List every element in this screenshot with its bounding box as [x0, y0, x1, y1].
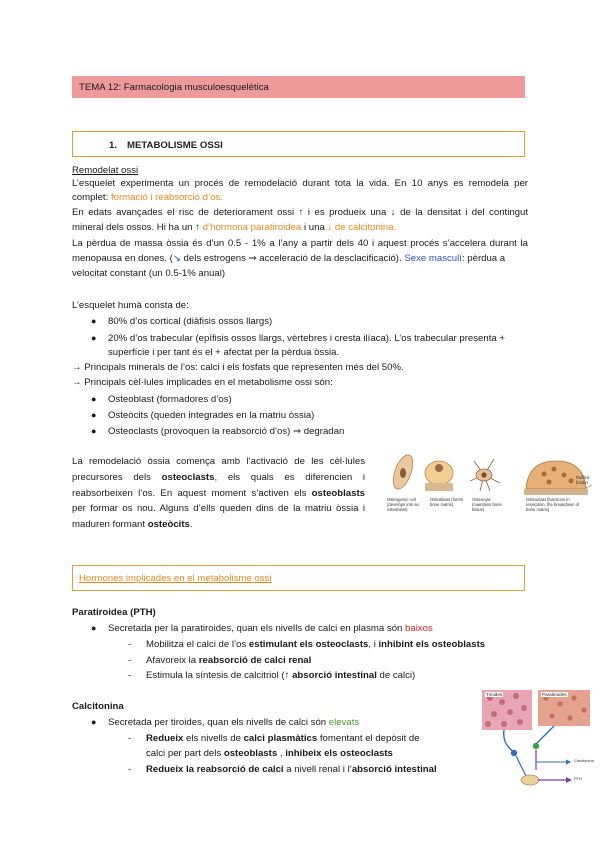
section-heading-box	[72, 131, 525, 157]
list-item: Afavoreix la reabsorció de calci renal	[146, 655, 312, 666]
bullet-icon: ●	[91, 394, 97, 404]
list-item: calci per part dels osteoblasts , inhibeix els osteoclasts	[146, 748, 393, 759]
dash-icon: -	[128, 764, 132, 775]
highlight-text: formació i reabsorció d’os.	[110, 192, 223, 203]
paragraph-line: → Principals cèl·lules implicades en el metabolisme ossi són:	[72, 377, 333, 388]
figure-label: PTH	[574, 776, 582, 781]
list-item: Mobilitza el calci de l’os estimulant els osteoclasts, i inhibint els osteoblasts	[146, 639, 486, 650]
topic-title: TEMA 12: Farmacologia musculoesquelètica	[79, 82, 269, 93]
thyroid-hormone-figure	[474, 684, 596, 798]
bullet-icon: ●	[91, 426, 97, 436]
figure-label: Ruffled border	[576, 475, 590, 485]
paragraph-line: reabsorbeixen l’os. En aquest moment s’activen els osteoblasts	[72, 488, 365, 499]
highlight-text: ↓ de calcitonina.	[327, 222, 397, 233]
figure-label: Calcitonina	[574, 758, 594, 763]
list-item: Redueix la reabsorció de calci a nivell renal i l’absorció intestinal	[146, 764, 437, 775]
list-item: Secretada per la paratiroides, quan els nivells de calci en plasma són baixos	[108, 623, 433, 634]
section-title: METABOLISME OSSI	[127, 140, 223, 151]
paragraph-line: maduren formant osteòcits.	[72, 519, 193, 530]
bullet-icon: ●	[91, 717, 97, 727]
section-number: 1.	[109, 140, 118, 151]
figure-label: Osteogenic cell (develops into an osteoblast)	[387, 497, 419, 512]
hormones-heading-box	[72, 565, 525, 591]
highlight-text: d’hormona paratiroidea	[202, 222, 302, 233]
bone-cells-illustration	[386, 447, 598, 533]
paragraph-line: La pèrdua de massa òssia és d’un 0.5 - 1% a l’any a partir dels 40 i aquest procés s’accelera durant la	[72, 238, 528, 249]
highlight-text: Sexe masculí	[404, 253, 462, 264]
paragraph-line: velocitat constant (un 0.5-1% anual)	[72, 268, 226, 279]
dash-icon: -	[128, 670, 132, 681]
list-item: Osteoblast (formadores d’os)	[108, 394, 232, 405]
highlight-text: baixos	[405, 623, 433, 634]
paragraph-line: precursores dels osteoclasts, els quals es diferencien i	[72, 472, 365, 483]
dash-icon: -	[128, 655, 132, 666]
list-item: Secretada per tiroides, quan els nivells de calci són elevats	[108, 717, 360, 728]
figure-label: Osteocyte (maintains bone tissue)	[472, 497, 502, 512]
bullet-icon: ●	[91, 623, 97, 633]
paragraph-line: per formar os nou. Alguns d’ells queden dins de la matriu òssia i	[72, 503, 365, 514]
bone-cells-figure	[386, 447, 598, 533]
list-item: Osteoclasts (provoquen la reabsorció d’os) ⇒ degradan	[108, 426, 345, 437]
dash-icon: -	[128, 639, 132, 650]
topic-title-bar	[72, 76, 525, 98]
paragraph-line: En edats avançades el risc de deteriorament ossi ↑ i es produeix una ↓ de la densitat i del contingut	[72, 207, 528, 218]
paragraph-line: → Principals minerals de l’os: calci i els fosfats que representen més del 50%.	[72, 362, 404, 373]
paragraph-line: La remodelació òssia comença amb l’activació de les cèl·lules	[72, 456, 365, 467]
paragraph-line: complet: formació i reabsorció d’os.	[72, 192, 223, 203]
paragraph-line: menopausa en dones. (↘ dels estrogens ⇒ acceleració de la desclacificació). Sexe masculí: pèrdua a	[72, 253, 506, 264]
calcitonina-title: Calcitonina	[72, 701, 124, 712]
paragraph-line: mineral dels ossos. Hi ha un ↑ d’hormona paratiroidea i una ↓ de calcitonina.	[72, 222, 397, 233]
subheading-remodelat: Remodelat ossi	[72, 165, 139, 176]
highlight-text: elevats	[328, 717, 360, 728]
bullet-icon: ●	[91, 410, 97, 420]
bullet-icon: ●	[91, 333, 97, 343]
list-item: 80% d’os cortical (diàfisis ossos llargs)	[108, 316, 273, 327]
list-item: Redueix els nivells de calci plasmàtics fomentant el depòsit de	[146, 733, 420, 744]
list-item: 20% d’os trabecular (epífisis ossos llargs, vèrtebres i cresta ilíaca). L’os trabecular presenta +	[108, 333, 505, 344]
hormones-heading: Hormones implicades en el metabolisme ossi	[79, 573, 272, 584]
paragraph-line: L’esquelet experimenta un procés de remodelació durant tota la vida. En 10 anys es remodela per	[72, 178, 528, 189]
figure-label: Osteoclast (functions in resorption, the breakdown of bone matrix)	[526, 497, 580, 512]
figure-label: Tiroides	[486, 692, 503, 697]
bullet-icon: ●	[91, 316, 97, 326]
dash-icon: -	[128, 733, 132, 744]
list-item: superfície i per tant és el + afectat per la pèrdua òssia.	[108, 347, 340, 358]
trend-down-icon: ↘	[172, 253, 181, 264]
pth-title: Paratiroidea (PTH)	[72, 607, 156, 618]
list-item: Osteòcits (queden integrades en la matriu òssia)	[108, 410, 315, 421]
list-item: Estimula la síntesis de calcitriol (↑ absorció intestinal de calci)	[146, 670, 416, 681]
paragraph-line: L’esquelet humà consta de:	[72, 300, 189, 311]
figure-label: Osteoblast (forms bone matrix)	[430, 497, 464, 507]
figure-label: Paratiroides	[542, 692, 567, 697]
